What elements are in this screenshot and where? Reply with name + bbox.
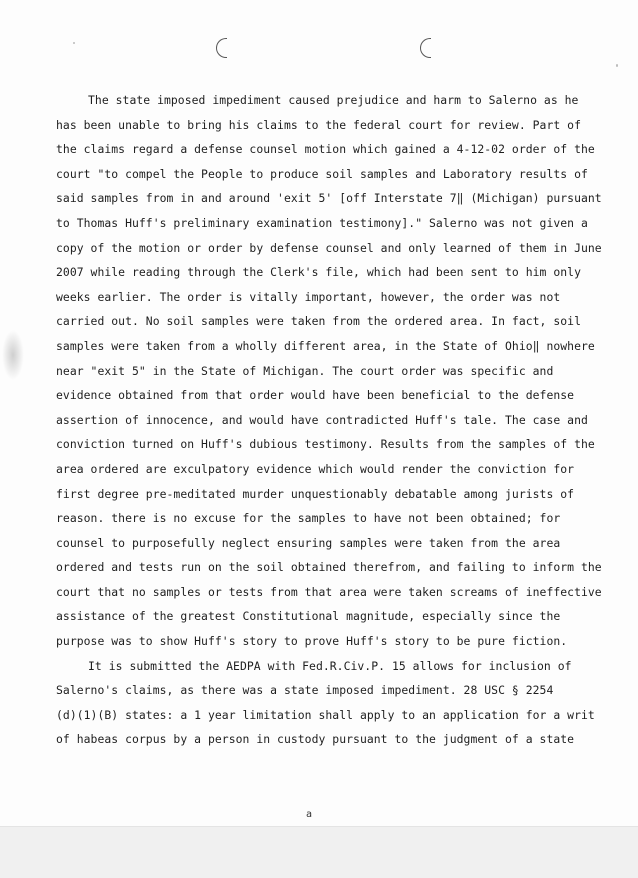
scan-bottom-band — [0, 826, 638, 878]
text-line: ordered and tests run on the soil obtained therefrom, and failing to inform the — [56, 560, 602, 575]
text-line: evidence obtained from that order would have been beneficial to the defense — [56, 388, 575, 403]
text-line: said samples from in and around 'exit 5' [off Interstate 7‖ (Michigan) pursuant — [56, 191, 602, 206]
text-line: weeks earlier. The order is vitally important, however, the order was not — [56, 289, 561, 304]
text-line: the claims regard a defense counsel motion which gained a 4-12-02 order of the — [56, 142, 595, 157]
text-line: 2007 while reading through the Clerk's file, which had been sent to him only — [56, 265, 581, 280]
scan-speck — [73, 42, 75, 44]
text-line: near "exit 5" in the State of Michigan. The court order was specific and — [56, 363, 554, 378]
text-line: first degree pre-meditated murder unquestionably debatable among jurists of — [56, 486, 575, 501]
punch-hole-right-mark — [420, 38, 431, 58]
text-line: It is submitted the AEDPA with Fed.R.Civ.P. 15 allows for inclusion of — [88, 658, 572, 673]
text-line: conviction turned on Huff's dubious testimony. Results from the samples of the — [56, 437, 595, 452]
text-line: court that no samples or tests from that area were taken screams of ineffective — [56, 584, 602, 599]
punch-hole-left-mark — [216, 38, 227, 58]
text-line: to Thomas Huff's preliminary examination testimony]." Salerno was not given a — [56, 215, 588, 230]
text-line: purpose was to show Huff's story to prove Huff's story to be pure fiction. — [56, 634, 568, 649]
text-line: assistance of the greatest Constitutional magnitude, especially since the — [56, 609, 561, 624]
scan-speck — [616, 64, 618, 67]
text-line: carried out. No soil samples were taken from the ordered area. In fact, soil — [56, 314, 581, 329]
text-line: The state imposed impediment caused prejudice and harm to Salerno as he — [88, 93, 579, 107]
text-line: assertion of innocence, and would have contradicted Huff's tale. The case and — [56, 412, 588, 427]
text-line: samples were taken from a wholly different area, in the State of Ohio‖ nowhere — [56, 338, 595, 353]
page-number: a — [306, 809, 313, 820]
text-line: reason. there is no excuse for the samples to have not been obtained; for — [56, 511, 561, 526]
text-line: Salerno's claims, as there was a state imposed impediment. 28 USC § 2254 — [56, 683, 554, 698]
text-line: counsel to purposefully neglect ensuring samples were taken from the area — [56, 535, 561, 550]
scan-edge-noise — [2, 330, 24, 380]
body-text — [56, 88, 602, 752]
text-line: (d)(1)(B) states: a 1 year limitation shall apply to an application for a writ — [56, 707, 595, 722]
text-line: area ordered are exculpatory evidence which would render the conviction for — [56, 461, 575, 476]
text-line: has been unable to bring his claims to the federal court for review. Part of — [56, 117, 581, 132]
text-line: court "to compel the People to produce soil samples and Laboratory results of — [56, 166, 588, 181]
text-line: of habeas corpus by a person in custody pursuant to the judgment of a state — [56, 732, 575, 747]
text-line: copy of the motion or order by defense counsel and only learned of them in June — [56, 240, 602, 255]
